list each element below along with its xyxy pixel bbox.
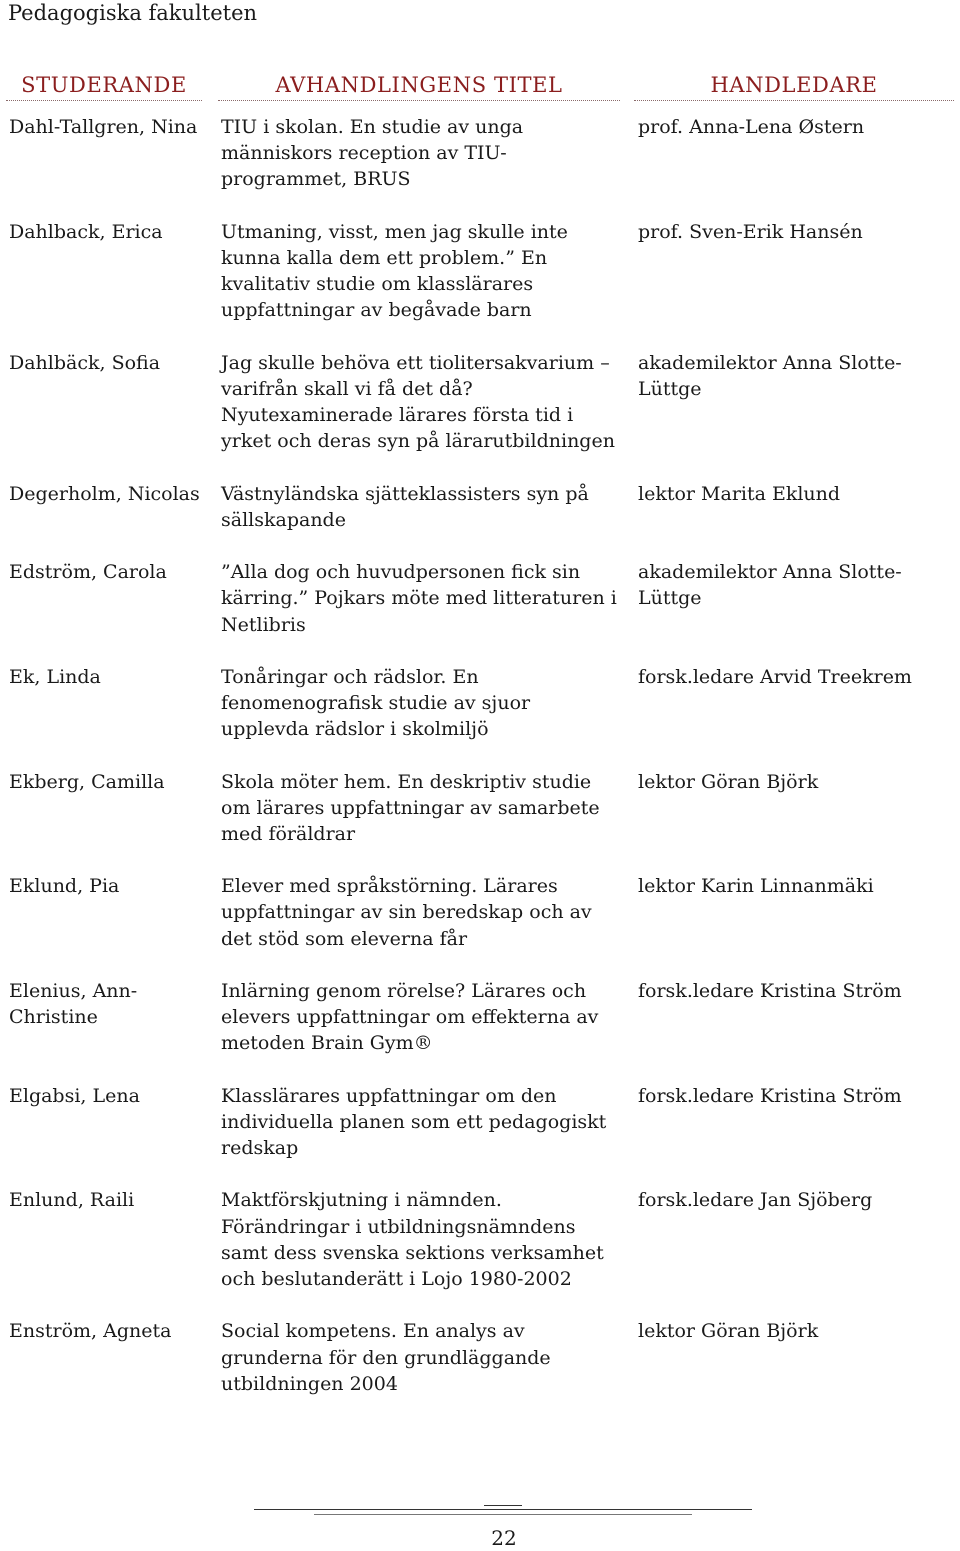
- table-row: [0, 350, 960, 481]
- supervisor-name: prof. Anna-Lena Østern: [638, 116, 865, 138]
- supervisor-name: prof. Sven-Erik Hansén: [638, 220, 863, 243]
- supervisor-name: akademilektor Anna Slotte-Lüttge: [638, 351, 902, 400]
- student-name: Enlund, Raili: [9, 1189, 135, 1212]
- thesis-table: [0, 114, 960, 1423]
- faculty-title: Pedagogiska fakulteten: [8, 1, 258, 25]
- student-name: Dahlbäck, Sofia: [9, 351, 161, 374]
- thesis-title: Maktförskjutning i nämnden. Förändringar i utbildningsnämndens samt dess svenska sektions verksamhet och beslutanderätt i Lojo 1980-2002: [221, 1189, 604, 1290]
- supervisor-name: lektor Göran Björk: [638, 1320, 819, 1343]
- table-row: [0, 873, 960, 978]
- footer-divider: [254, 1505, 752, 1519]
- thesis-title: Jag skulle behöva ett tiolitersakvarium – varifrån skall vi få det då? Nyutexaminerade lärares första tid i yrket och deras syn på lärarutbildningen: [221, 351, 615, 453]
- student-name: Enström, Agneta: [9, 1320, 172, 1343]
- thesis-title: Inlärning genom rörelse? Lärares och elevers uppfattningar om effekterna av metoden Brain Gym®: [221, 979, 599, 1055]
- table-row: [0, 559, 960, 664]
- supervisor-name: forsk.ledare Arvid Treekrem: [638, 665, 912, 688]
- table-row: [0, 114, 960, 219]
- table-row: [0, 1187, 960, 1318]
- table-row: [0, 769, 960, 874]
- supervisor-name: akademilektor Anna Slotte-Lüttge: [638, 561, 902, 610]
- thesis-title: Elever med språkstörning. Lärares uppfattningar av sin beredskap och av det stöd som eleverna får: [221, 875, 592, 950]
- table-row: [0, 219, 960, 350]
- thesis-title: TIU i skolan. En studie av unga människors reception av TIU-programmet, BRUS: [221, 116, 524, 191]
- supervisor-name: lektor Göran Björk: [638, 770, 819, 793]
- student-name: Edström, Carola: [9, 561, 167, 584]
- student-name: Elgabsi, Lena: [9, 1084, 140, 1107]
- student-name: Ek, Linda: [9, 665, 101, 688]
- supervisor-name: forsk.ledare Jan Sjöberg: [638, 1189, 873, 1212]
- supervisor-name: lektor Karin Linnanmäki: [638, 875, 874, 898]
- thesis-title: Utmaning, visst, men jag skulle inte kunna kalla dem ett problem.” En kvalitativ studie om klasslärares uppfattningar av begåvade barn: [221, 220, 568, 322]
- student-name: Elenius, Ann-Christine: [9, 979, 138, 1029]
- table-row: [0, 1083, 960, 1188]
- student-name: Eklund, Pia: [9, 875, 120, 898]
- student-name: Degerholm, Nicolas: [9, 482, 200, 505]
- column-header-supervisor: HANDLEDARE: [634, 71, 954, 101]
- thesis-title: Klasslärares uppfattningar om den individuella planen som ett pedagogiskt redskap: [221, 1084, 607, 1160]
- table-header: [0, 71, 960, 105]
- thesis-title: ”Alla dog och huvudpersonen fick sin kärring.” Pojkars möte med litteraturen i Netlibris: [221, 561, 617, 636]
- table-row: [0, 1318, 960, 1423]
- column-header-title: AVHANDLINGENS TITEL: [218, 71, 620, 101]
- table-row: [0, 664, 960, 769]
- thesis-title: Skola möter hem. En deskriptiv studie om lärares uppfattningar av samarbete med föräldrar: [221, 770, 600, 845]
- student-name: Dahl-Tallgren, Nina: [9, 116, 198, 138]
- table-row: [0, 481, 960, 560]
- thesis-title: Västnyländska sjätteklassisters syn på sällskapande: [221, 482, 589, 531]
- column-header-student: STUDERANDE: [6, 71, 202, 101]
- supervisor-name: forsk.ledare Kristina Ström: [638, 979, 902, 1002]
- page-number: 22: [491, 1526, 517, 1550]
- thesis-title: Social kompetens. En analys av grunderna för den grundläggande utbildningen 2004: [221, 1320, 551, 1395]
- thesis-title: Tonåringar och rädslor. En fenomenografisk studie av sjuor upplevda rädslor i skolmiljö: [221, 665, 531, 741]
- supervisor-name: forsk.ledare Kristina Ström: [638, 1084, 902, 1107]
- student-name: Ekberg, Camilla: [9, 770, 165, 793]
- supervisor-name: lektor Marita Eklund: [638, 482, 841, 505]
- student-name: Dahlback, Erica: [9, 220, 163, 243]
- table-row: [0, 978, 960, 1083]
